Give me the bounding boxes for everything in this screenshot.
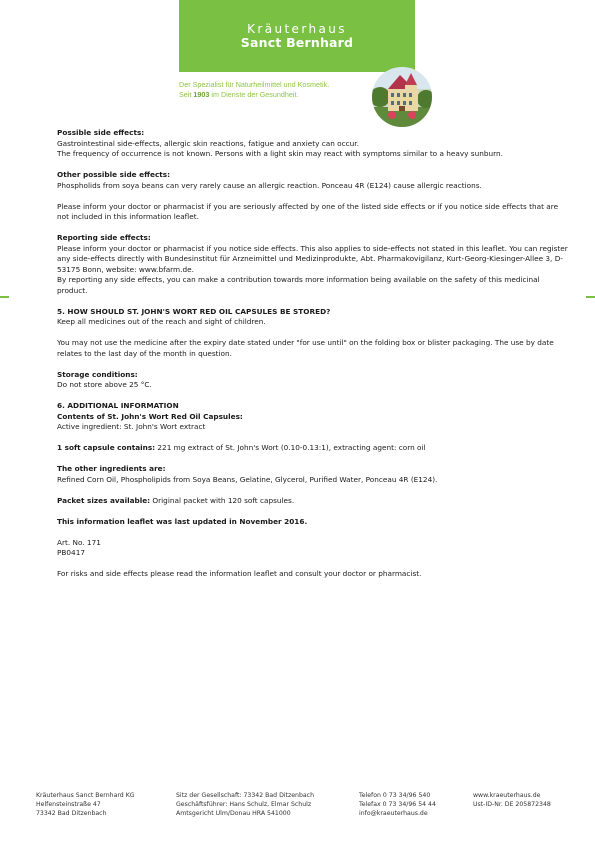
leaflet-content (57, 128, 572, 580)
edge-mark-left (0, 296, 9, 298)
footer-phone: Telefon 0 73 34/96 540 (359, 792, 431, 799)
heading-additional-info: 6. ADDITIONAL INFORMATION (57, 401, 179, 410)
tagline-line-1: Der Spezialist für Naturheilmittel und Kosmetik. (179, 80, 330, 89)
tagline (179, 80, 379, 100)
heading-storage-conditions: Storage conditions: (57, 369, 138, 379)
logo-line-2: Sanct Bernhard (240, 35, 354, 50)
text-possible-2: The frequency of occurrence is not known. Persons with a light skin may react with symptoms similar to a heavy sunburn. (57, 149, 503, 158)
text-possible-1: Gastrointestinal side-effects, allergic skin reactions, fatigue and anxiety can occur. (57, 138, 359, 148)
packet-label: Packet sizes available: (57, 495, 151, 505)
capsule-text: 221 mg extract of St. John's Wort (0.10-0.13:1), extracting agent: corn oil (155, 443, 426, 452)
text-risks: For risks and side effects please read the information leaflet and consult your doctor or pharmacist. (57, 569, 422, 578)
footer-city: 73342 Bad Ditzenbach (36, 810, 107, 818)
heading-other-ingredients: The other ingredients are: (57, 464, 166, 473)
heading-possible-side-effects: Possible side effects: (57, 128, 145, 137)
edge-mark-right (586, 296, 595, 298)
brand-logo (179, 0, 415, 72)
footer-street: Helfensteinstraße 47 (36, 801, 101, 809)
footer-company-name: Kräuterhaus Sanct Bernhard KG (36, 792, 135, 799)
text-active-ingredient: Active ingredient: St. John's Wort extract (57, 422, 206, 431)
footer-web-column (473, 791, 551, 809)
heading-storage-section: 5. HOW SHOULD ST. JOHN'S WORT RED OIL CAPSULES BE STORED? (57, 306, 331, 316)
footer-vat-id: Ust-ID-Nr. DE 205872348 (473, 801, 551, 809)
footer-court: Amtsgericht Ulm/Donau HRA 541000 (176, 810, 291, 818)
footer-managers: Geschäftsführer: Hans Schulz, Elmar Schulz (176, 801, 312, 809)
footer-company-column (36, 791, 135, 819)
text-inform: Please inform your doctor or pharmacist if you are seriously affected by one of the listed side effects or if you notice side effects that are not included in this information leaflet. (57, 201, 559, 221)
footer-fax: Telefax 0 73 34/96 54 44 (359, 801, 436, 809)
text-ingredients: Refined Corn Oil, Phospholipids from Soya Beans, Gelatine, Glycerol, Purified Water, Ponceau 4R (E124). (57, 474, 438, 484)
text-pb-no: PB0417 (57, 548, 85, 557)
footer-seat: Sitz der Gesellschaft: 73342 Bad Ditzenbach (176, 792, 314, 799)
footer-legal-column (176, 791, 314, 819)
text-capsule-contains (57, 443, 572, 454)
tagline-line-2-post: im Dienste der Gesundheit. (209, 90, 299, 99)
logo-line-1: Kräuterhaus (247, 22, 347, 36)
text-reporting-2: By reporting any side effects, you can make a contribution towards more information being available on the safety of this medicinal product. (57, 275, 540, 295)
building-photo (372, 67, 432, 127)
heading-reporting: Reporting side effects: (57, 233, 151, 242)
heading-contents: Contents of St. John's Wort Red Oil Capsules: (57, 411, 243, 421)
text-art-no: Art. No. 171 (57, 537, 101, 547)
text-packet-sizes (57, 496, 572, 507)
text-storage: Do not store above 25 °C. (57, 380, 152, 389)
text-other: Phospholids from soya beans can very rarely cause an allergic reaction. Ponceau 4R (E124) cause allergic reactions. (57, 180, 482, 190)
text-stored: Keep all medicines out of the reach and sight of children. (57, 317, 266, 326)
heading-other-side-effects: Other possible side effects: (57, 170, 171, 179)
tagline-year: 1903 (193, 90, 210, 99)
capsule-label: 1 soft capsule contains: (57, 443, 156, 452)
footer-contact-column (359, 791, 436, 819)
footer-website[interactable]: www.kraeuterhaus.de (473, 792, 541, 799)
tagline-line-2-pre: Seit (179, 90, 194, 99)
text-reporting-1: Please inform your doctor or pharmacist if you notice side effects. This also applies to side-effects not stated in this leaflet. You can register any side-effects directly with Bundesinstitut für Arzneimittel und Medizinprodukte, Abt. Pharmakovigilanz, Kurt-Georg-Kiesinger-Allee 3, D-53175 Bonn, website: www.bfarm.de. (57, 243, 568, 274)
footer-email[interactable]: info@kraeuterhaus.de (359, 810, 428, 818)
packet-text: Original packet with 120 soft capsules. (150, 495, 295, 505)
text-expiry: You may not use the medicine after the expiry date stated under "for use until" on the folding box or blister packaging. The use by date relates to the last day of the month in question. (57, 338, 554, 358)
text-last-updated: This information leaflet was last updated in November 2016. (57, 516, 308, 526)
